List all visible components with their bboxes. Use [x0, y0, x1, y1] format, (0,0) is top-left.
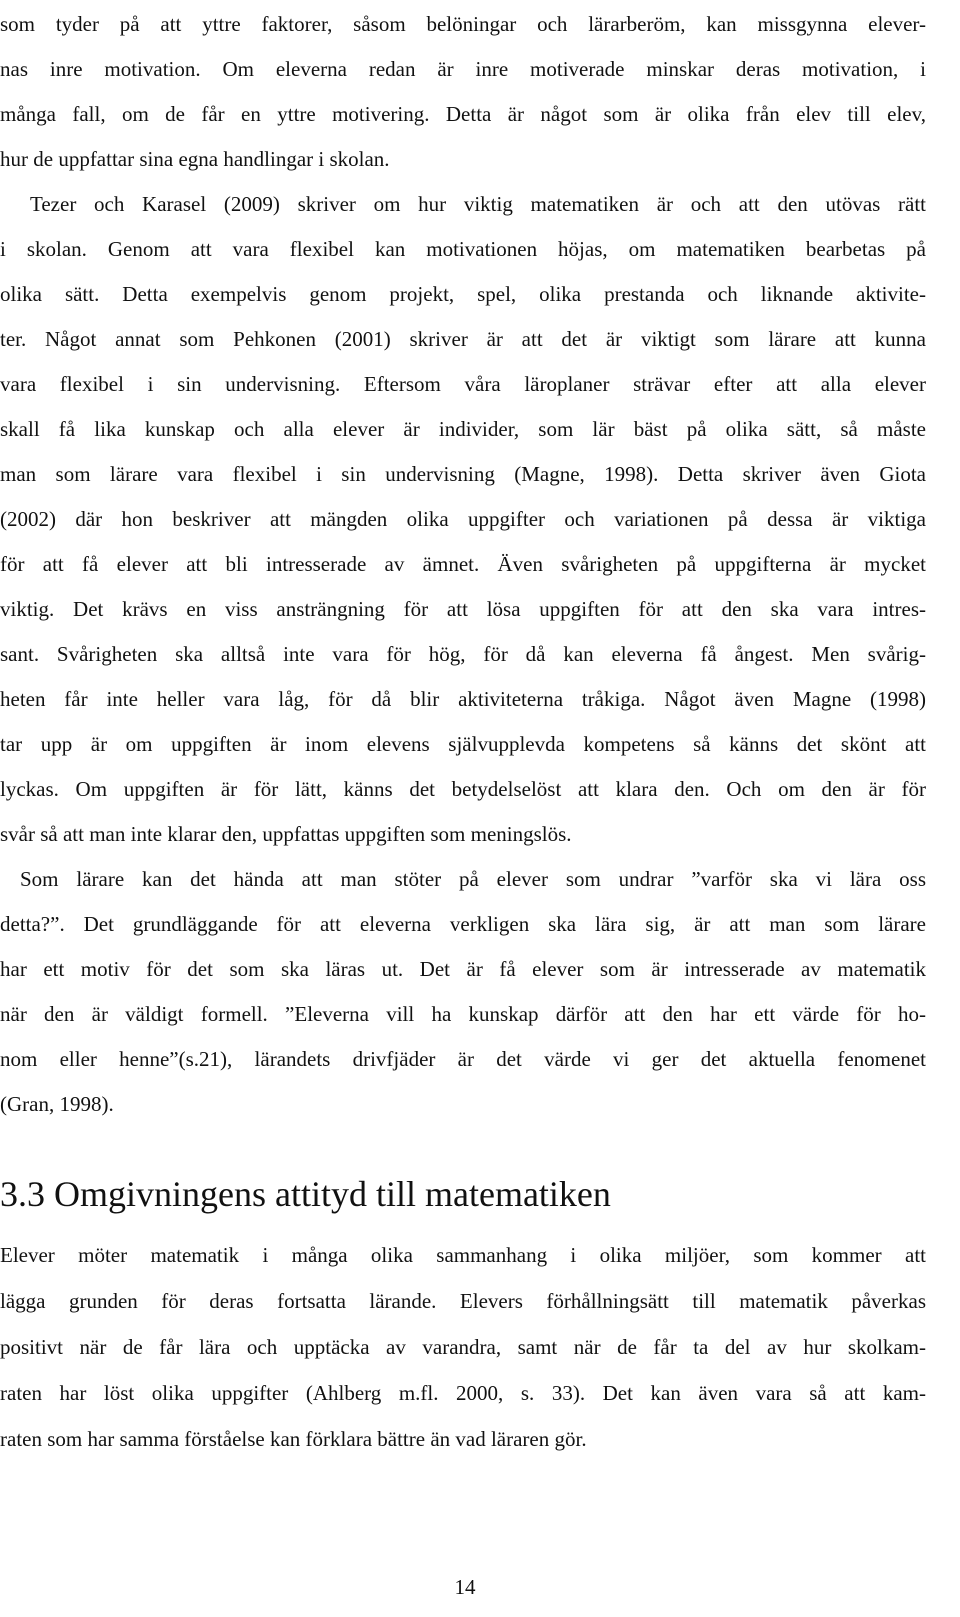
text-line: positivt när de får lära och upptäcka av varandra, samt när de får ta del av hur skolkam- [0, 1335, 926, 1359]
page-number: 14 [454, 1575, 476, 1599]
text-line: detta?”. Det grundläggande för att eleverna verkligen ska lära sig, är att man som lärare [0, 912, 926, 936]
section-heading: 3.3 Omgivningens attityd till matematiken [0, 1174, 611, 1214]
text-line: (2002) där hon beskriver att mängden olika uppgifter och variationen på dessa är viktiga [0, 507, 926, 531]
text-line: har ett motiv för det som ska läras ut. Det är få elever som är intresserade av matematik [0, 957, 926, 981]
text-line: raten har löst olika uppgifter (Ahlberg m.fl. 2000, s. 33). Det kan även vara så att kam- [0, 1381, 926, 1405]
text-line: heten får inte heller vara låg, för då blir aktiviteterna tråkiga. Något även Magne (1998) [0, 687, 926, 711]
text-line: i skolan. Genom att vara flexibel kan motivationen höjas, om matematiken bearbetas på [0, 237, 926, 261]
text-line: för att få elever att bli intresserade av ämnet. Även svårigheten på uppgifterna är mycket [0, 552, 926, 576]
text-line: tar upp är om uppgiften är inom elevens självupplevda kompetens så känns det skönt att [0, 732, 926, 756]
text-line: viktig. Det krävs en viss ansträngning för att lösa uppgiften för att den ska vara intres- [0, 597, 926, 621]
text-line: man som lärare vara flexibel i sin undervisning (Magne, 1998). Detta skriver även Giota [0, 462, 926, 486]
text-line: hur de uppfattar sina egna handlingar i skolan. [0, 147, 390, 171]
text-line: svår så att man inte klarar den, uppfattas uppgiften som meningslös. [0, 822, 572, 846]
text-line: ter. Något annat som Pehkonen (2001) skriver är att det är viktigt som lärare att kunna [0, 327, 926, 351]
text-line: (Gran, 1998). [0, 1092, 114, 1116]
text-line: många fall, om de får en yttre motivering. Detta är något som är olika från elev till elev, [0, 102, 926, 126]
text-line: vara flexibel i sin undervisning. Eftersom våra läroplaner strävar efter att alla elever [0, 372, 926, 396]
text-line: Som lärare kan det hända att man stöter på elever som undrar ”varför ska vi lära oss [20, 867, 926, 891]
text-line: Elever möter matematik i många olika sammanhang i olika miljöer, som kommer att [0, 1243, 926, 1267]
text-line: lyckas. Om uppgiften är för lätt, känns det betydelselöst att klara den. Och om den är för [0, 777, 926, 801]
text-line: när den är väldigt formell. ”Eleverna vill ha kunskap därför att den har ett värde för ho- [0, 1002, 926, 1026]
text-line: olika sätt. Detta exempelvis genom projekt, spel, olika prestanda och liknande aktivite- [0, 282, 926, 306]
text-line: skall få lika kunskap och alla elever är individer, som lär bäst på olika sätt, så måste [0, 417, 926, 441]
text-line: sant. Svårigheten ska alltså inte vara för hög, för då kan eleverna få ångest. Men svårig- [0, 642, 926, 666]
text-line: Tezer och Karasel (2009) skriver om hur viktig matematiken är och att den utövas rätt [30, 192, 926, 216]
text-line: raten som har samma förståelse kan förklara bättre än vad läraren gör. [0, 1427, 587, 1451]
text-line: nom eller henne”(s.21), lärandets drivfjäder är det värde vi ger det aktuella fenomenet [0, 1047, 926, 1071]
text-line: lägga grunden för deras fortsatta lärande. Elevers förhållningsätt till matematik påverkas [0, 1289, 926, 1313]
text-line: som tyder på att yttre faktorer, såsom belöningar och lärarberöm, kan missgynna elever- [0, 12, 926, 36]
text-line: nas inre motivation. Om eleverna redan är inre motiverade minskar deras motivation, i [0, 57, 926, 81]
